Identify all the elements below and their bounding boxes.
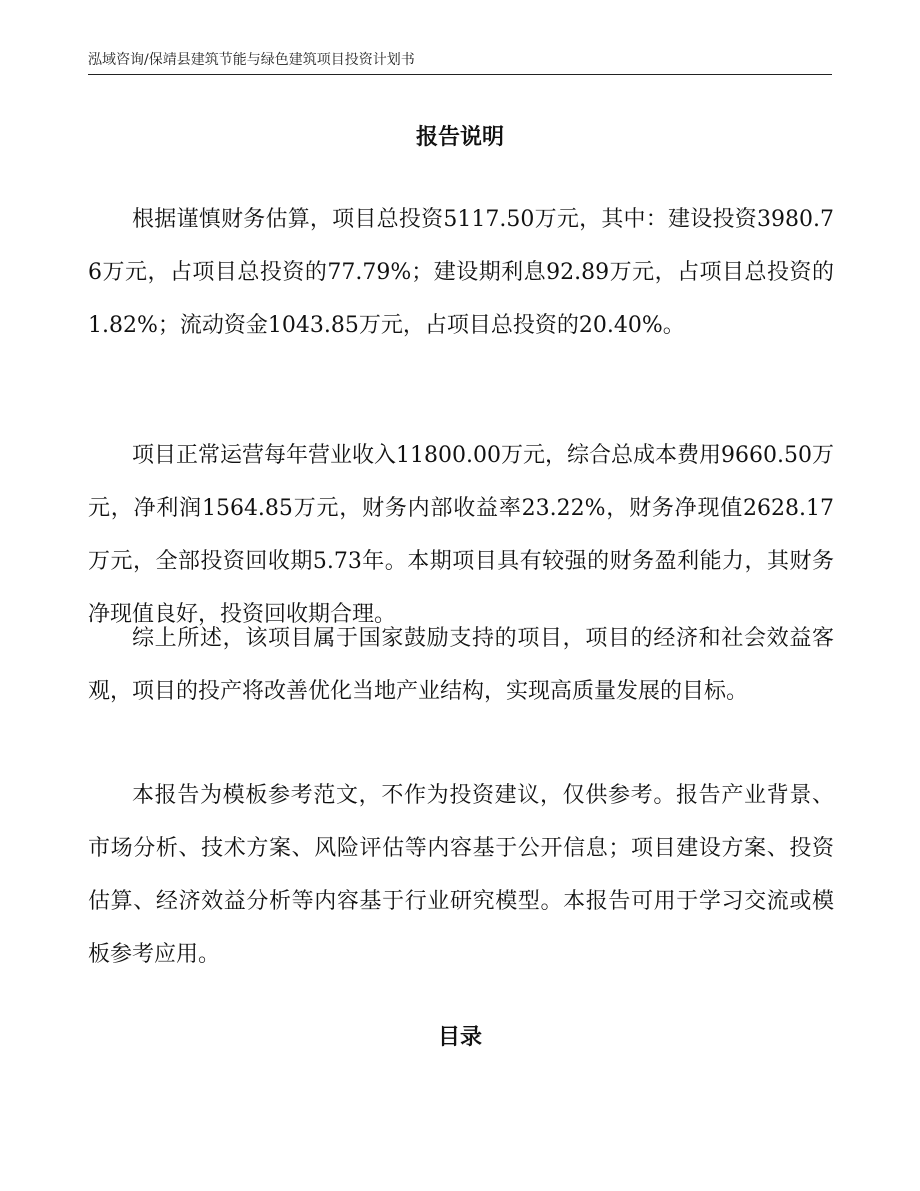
paragraph-disclaimer: 本报告为模板参考范文，不作为投资建议，仅供参考。报告产业背景、市场分析、技术方案、风险评估等内容基于公开信息；项目建设方案、投资估算、经济效益分析等内容基于行业研究模型。本报告可用于学习交流或模板参考应用。 [88, 783, 834, 967]
page-header: 泓域咨询/保靖县建筑节能与绿色建筑项目投资计划书 [88, 50, 832, 75]
paragraph-summary: 综上所述，该项目属于国家鼓励支持的项目，项目的经济和社会效益客观，项目的投产将改善优化当地产业结构，实现高质量发展的目标。 [88, 626, 834, 704]
paragraph-operations: 项目正常运营每年营业收入11800.00万元，综合总成本费用9660.50万元，净利润1564.85万元，财务内部收益率23.22%，财务净现值2628.17万元，全部投资回收期5.73年。本期项目具有较强的财务盈利能力，其财务净现值良好，投资回收期合理。 [88, 443, 834, 627]
report-title: 报告说明 [415, 124, 504, 150]
toc-title: 目录 [437, 1024, 482, 1050]
paragraph-investment: 根据谨慎财务估算，项目总投资5117.50万元，其中：建设投资3980.76万元，占项目总投资的77.79%；建设期利息92.89万元，占项目总投资的1.82%；流动资金1043.85万元，占项目总投资的20.40%。 [88, 207, 834, 338]
